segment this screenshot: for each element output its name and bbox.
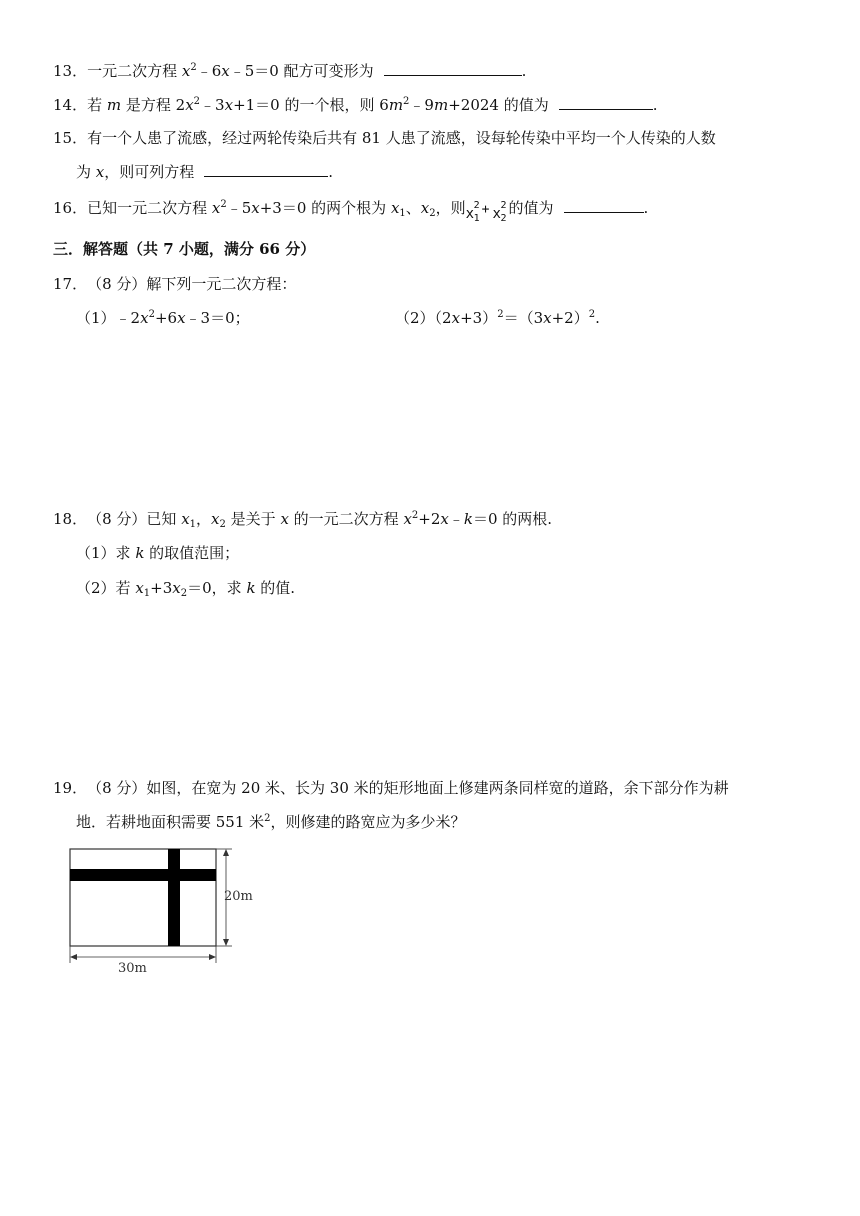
text: +6 bbox=[154, 309, 178, 327]
var: x bbox=[95, 163, 105, 181]
section-heading: 三．解答题（共 7 小题，满分 66 分） bbox=[53, 240, 316, 258]
text: . bbox=[328, 163, 334, 181]
text: （8 分）如图，在宽为 20 米、长为 30 米的矩形地面上修建两条同样宽的道路，余下部分作为耕 bbox=[87, 779, 729, 797]
text: 的一元二次方程 bbox=[288, 510, 404, 528]
sub: 1 bbox=[399, 208, 406, 219]
sup: 2 bbox=[473, 200, 480, 211]
text: +3 bbox=[150, 579, 173, 597]
sub: 2 bbox=[180, 588, 188, 599]
question-number: 15． bbox=[53, 129, 88, 147]
text: 一元二次方程 bbox=[87, 62, 182, 80]
width-label: 30m bbox=[118, 961, 147, 975]
text: ， bbox=[196, 510, 212, 528]
var: x bbox=[211, 510, 220, 528]
text: ﹣6 bbox=[196, 62, 222, 80]
text: 若 bbox=[87, 96, 107, 114]
expr-x2-squared bbox=[492, 199, 508, 224]
text: +2024 的值为 bbox=[448, 96, 549, 114]
sup: 2 bbox=[588, 309, 596, 320]
sub: 2 bbox=[429, 208, 436, 219]
var: m bbox=[388, 96, 404, 114]
text: 是关于 bbox=[225, 510, 281, 528]
text: （2）（2 bbox=[395, 309, 452, 327]
text: ，则 bbox=[435, 199, 466, 217]
text: . bbox=[521, 62, 527, 80]
text: 地．若耕地面积需要 551 米 bbox=[76, 813, 265, 831]
question-15-line-2 bbox=[76, 161, 333, 182]
sub: 1 bbox=[473, 213, 480, 224]
question-number: 14． bbox=[53, 96, 88, 114]
var: x bbox=[280, 510, 289, 528]
var: x bbox=[140, 309, 149, 327]
base: x bbox=[492, 206, 501, 222]
arrow-down-icon bbox=[223, 939, 229, 946]
question-15-line-1 bbox=[53, 128, 716, 148]
question-14 bbox=[53, 94, 658, 115]
text: +2） bbox=[551, 309, 589, 327]
text: （2）若 bbox=[76, 579, 136, 597]
text: +3） bbox=[460, 309, 498, 327]
text: ＝0 的两根. bbox=[473, 510, 553, 528]
var: x bbox=[211, 199, 221, 217]
var: x bbox=[224, 96, 234, 114]
question-number: 19． bbox=[53, 779, 88, 797]
question-number: 13． bbox=[53, 62, 88, 80]
text: （1）﹣2 bbox=[76, 309, 141, 327]
question-18-part-1 bbox=[76, 543, 239, 563]
question-number: 17． bbox=[53, 275, 88, 293]
text: . bbox=[643, 199, 649, 217]
sup: 2 bbox=[148, 309, 155, 320]
arrow-up-icon bbox=[223, 849, 229, 856]
text: ﹣ bbox=[448, 510, 464, 528]
sup: 2 bbox=[190, 62, 197, 73]
var: x bbox=[181, 62, 191, 80]
question-number: 18． bbox=[53, 510, 88, 528]
var: k bbox=[135, 544, 145, 562]
plus: + bbox=[481, 202, 490, 217]
question-16 bbox=[53, 197, 649, 224]
sup: 2 bbox=[220, 199, 227, 210]
text: ﹣5 bbox=[226, 199, 252, 217]
question-number: 16． bbox=[53, 199, 88, 217]
text: ，则修建的路宽应为多少米？ bbox=[270, 813, 466, 831]
text: ＝（3 bbox=[503, 309, 544, 327]
sup: 2 bbox=[264, 813, 271, 824]
arrow-right-icon bbox=[209, 954, 216, 960]
text: 的值. bbox=[255, 579, 296, 597]
answer-blank[interactable] bbox=[559, 94, 653, 110]
var: x bbox=[172, 579, 181, 597]
var: x bbox=[251, 199, 260, 217]
text: +3＝0 的两个根为 bbox=[259, 199, 391, 217]
question-13 bbox=[53, 60, 526, 81]
text: +2 bbox=[418, 510, 441, 528]
sup: 2 bbox=[411, 510, 419, 521]
height-label: 20m bbox=[224, 889, 253, 904]
text: ﹣9 bbox=[409, 96, 434, 114]
sub: 2 bbox=[500, 213, 507, 224]
var: x bbox=[135, 579, 144, 597]
field-rectangle bbox=[70, 849, 216, 946]
sup: 2 bbox=[193, 96, 201, 107]
sup: 2 bbox=[497, 309, 504, 320]
question-19-line-1 bbox=[53, 778, 729, 798]
var: k bbox=[246, 579, 256, 597]
text: . bbox=[652, 96, 658, 114]
var: x bbox=[181, 510, 190, 528]
text: ，则可列方程 bbox=[104, 163, 195, 181]
text: 为 bbox=[76, 163, 96, 181]
var: x bbox=[390, 199, 400, 217]
text: . bbox=[595, 309, 600, 327]
sub: 2 bbox=[219, 519, 226, 530]
text: 、 bbox=[405, 199, 421, 217]
question-17-part-1 bbox=[76, 308, 250, 328]
text: 有一个人患了流感，经过两轮传染后共有 81 人患了流感，设每轮传染中平均一个人传染的人数 bbox=[87, 129, 716, 147]
text: （1）求 bbox=[76, 544, 136, 562]
text: （8 分）已知 bbox=[87, 510, 182, 528]
question-17-part-2 bbox=[395, 308, 600, 328]
var: x bbox=[177, 309, 186, 327]
var: x bbox=[221, 62, 230, 80]
text: 已知一元二次方程 bbox=[87, 199, 212, 217]
var: x bbox=[403, 510, 412, 528]
var: x bbox=[543, 309, 552, 327]
var: x bbox=[440, 510, 449, 528]
text: ﹣3 bbox=[200, 96, 225, 114]
question-18-part-2 bbox=[76, 578, 295, 598]
arrow-left-icon bbox=[70, 954, 77, 960]
text: 是方程 2 bbox=[121, 96, 186, 114]
var: x bbox=[420, 199, 430, 217]
text: ＝0，求 bbox=[187, 579, 247, 597]
horizontal-road bbox=[70, 869, 216, 881]
text: （8 分）解下列一元二次方程： bbox=[87, 275, 297, 293]
var: m bbox=[433, 96, 449, 114]
sup: 2 bbox=[500, 200, 507, 211]
var: x bbox=[451, 309, 461, 327]
question-17 bbox=[53, 274, 296, 294]
var: k bbox=[463, 510, 473, 528]
answer-blank[interactable] bbox=[204, 161, 328, 177]
text: 的值为 bbox=[508, 199, 554, 217]
text: +1＝0 的一个根，则 6 bbox=[233, 96, 389, 114]
text: ﹣3＝0； bbox=[185, 309, 250, 327]
answer-blank[interactable] bbox=[384, 60, 522, 76]
question-19-line-2 bbox=[76, 812, 466, 832]
road-diagram bbox=[66, 845, 266, 975]
text: 的取值范围； bbox=[144, 544, 240, 562]
var: m bbox=[106, 96, 122, 114]
var: x bbox=[185, 96, 194, 114]
answer-blank[interactable] bbox=[564, 197, 644, 213]
base: x bbox=[465, 206, 475, 222]
expr-x1-squared bbox=[465, 199, 482, 224]
sub: 1 bbox=[189, 519, 197, 530]
question-18 bbox=[53, 509, 552, 529]
sup: 2 bbox=[403, 96, 410, 107]
text: ﹣5＝0 配方可变形为 bbox=[229, 62, 374, 80]
sub: 1 bbox=[143, 588, 151, 599]
vertical-road bbox=[168, 849, 180, 946]
